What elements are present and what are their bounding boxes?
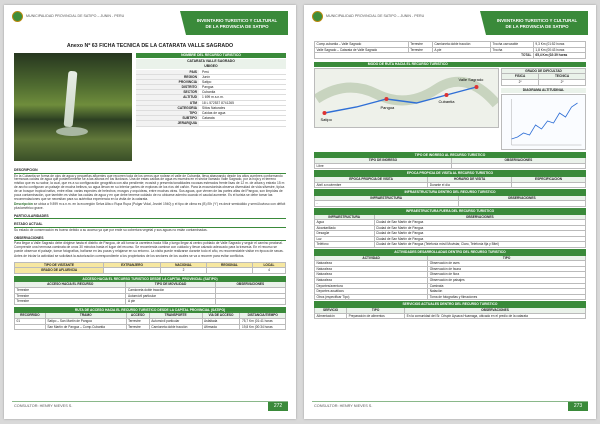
header-title-line1: INVENTARIO TURISTICO Y CULTURAL — [196, 18, 278, 23]
table-cell: 1,8 Km (00:43 horas — [533, 47, 585, 53]
column-header: RECORRIDO — [15, 313, 46, 319]
description-heading: DESCRIPCION — [14, 168, 286, 174]
infra-out-table — [314, 208, 586, 248]
activities-heading: ACTIVIDADES DESARROLLADAS DENTRO DEL RECURSO TURISTICO — [315, 250, 586, 256]
difficulty-panel — [501, 68, 586, 150]
column-header: OBSERVACIONES — [458, 195, 585, 201]
ficha-key: DISTRITO — [136, 85, 199, 89]
waterfall-photo — [14, 53, 132, 161]
difficulty-physical-value: 2º — [501, 79, 538, 85]
ficha-value: Perú — [202, 69, 209, 74]
infra-in-heading: INFRAESTRUCTURA DENTRO DEL RECURSO TURISTICO — [315, 190, 586, 196]
table-cell: Deportes acuáticos — [315, 289, 428, 295]
table-cell: Trocha carrozable — [491, 42, 534, 48]
table-row — [315, 182, 586, 188]
difficulty-technical-value: 2º — [539, 79, 586, 85]
table-cell: Satipo – San Martín de Pangoa — [45, 319, 126, 325]
difficulty-heading: GRADO DE DIFICULTAD — [501, 68, 585, 74]
column-header: DISTANCIA/TIEMPO — [240, 313, 286, 319]
status-text: Su estado de conservación es bueno debido a su acceso ya que por ende su cobertura vegetal y sus aguas no están contaminadas. — [14, 227, 208, 232]
activities-table — [314, 249, 586, 300]
ficha-value: 18 L 572537 8741265 — [202, 100, 234, 105]
particularities-heading: PARTICULARIDADES — [14, 214, 286, 220]
observations-text: Para llegar a Valle Sagrado debe dirigirse hasta el distrito de Pangoa, de allí tomar la carretera hacia Villa y luego llegar al centro poblado de Valle Sagrado y seguir el camino peatonal. Comprende una hermosa caminata de unos 30 minutos hasta el lugar del recurso. Se recomienda caminar con cuidado y llevar calzado adecuado para la travesía. En el recurso se puede observar el paisaje, tomar fotografías, bañarse en las pozas y relajarse en su entorno. La visita puede realizarse durante todo el año, es recomendable visitar en época de secas. — [14, 241, 284, 253]
table-cell: Ciudad de San Martín de Pangoa (Telefonía móvil Movistar, Claro, Telefonía fija y Bitel) — [374, 242, 586, 248]
table-cell: Naturaleza — [315, 266, 428, 272]
ficha-value: Catarata — [202, 116, 215, 121]
visitor-header-cell: EXTRANJERO — [104, 262, 161, 268]
table-cell: Teléfono — [315, 242, 375, 248]
table-cell: Agua — [315, 220, 375, 226]
table-cell: Automóvil particular — [126, 293, 215, 299]
visitor-header-cell: TIPO DE VISITANTE — [15, 262, 104, 268]
ficha-value: 1 699 m.s.n.m. — [202, 95, 224, 100]
ficha-key: SECTOR — [136, 90, 199, 94]
ficha-value: Junín — [202, 74, 211, 79]
page-number: 272 — [268, 402, 288, 411]
infra-in-table — [314, 189, 586, 207]
table-cell: Camioneta doble tracción — [126, 288, 215, 294]
marker-pangoa — [384, 97, 388, 101]
page-body — [14, 43, 286, 330]
column-header: TIPO — [347, 308, 405, 314]
season-heading: EPOCA PROPICIA DE VISITA AL RECURSO TURISTICO — [315, 171, 586, 177]
altitude-profile-line — [511, 103, 577, 139]
map-heading: MODO DE RUTA HACIA EL RECURSO TURISTICO — [367, 61, 448, 66]
ficha-value: Pangoa — [202, 85, 214, 90]
ficha-key: REGION — [136, 75, 199, 79]
route-table-heading: RUTA DE ACCESO HACIA EL RECURSO TURISTICO DESDE LA CAPITAL PROVINCIAL (SATIPO) — [15, 307, 286, 313]
map-panel — [314, 68, 499, 150]
table-cell: Observación de fauna — [428, 266, 586, 272]
table-cell: 19,8 Km (00:34 horas — [240, 324, 286, 330]
ficha-ubigeo: UBIGEO — [136, 64, 286, 69]
table-row — [315, 163, 586, 169]
ficha-value: Satipo — [202, 79, 212, 84]
table-cell: Libre — [315, 163, 452, 169]
page-body-right — [314, 41, 586, 319]
visitor-header-cell: REGIONAL — [206, 262, 252, 268]
extended-description-label: Descripción — [14, 201, 33, 206]
header-band — [486, 11, 588, 35]
table-cell: 75,7 Km (01:41 horas — [240, 319, 286, 325]
table-cell: Terrestre — [408, 42, 432, 48]
column-header: INFRAESTRUCTURA — [315, 195, 459, 201]
column-header: TRAMO — [45, 313, 126, 319]
table-cell: Abril a noviembre — [315, 182, 428, 188]
table-cell: Deportes/aventura — [315, 283, 428, 289]
ficha-key: CATEGORIA — [136, 106, 199, 110]
visitor-table — [14, 262, 286, 274]
table-cell: Terrestre — [15, 293, 126, 299]
table-cell: Observación de paisajes — [428, 278, 586, 284]
table-cell: Terrestre — [126, 324, 149, 330]
table-cell: Otros (especificar Tipo) — [315, 294, 428, 300]
total-label: TOTAL — [315, 53, 534, 59]
table-cell: Automóvil particular — [149, 319, 202, 325]
table-cell: Preparación de alimentos — [347, 313, 405, 319]
route-map — [314, 68, 499, 128]
ficha-value: Cubantia — [202, 90, 216, 95]
waterfall-stream — [64, 71, 78, 128]
table-cell: 9,3 Km (01:52 horas — [533, 42, 585, 48]
table-cell: Terrestre — [15, 288, 126, 294]
column-header: TIPO DE MOVILIDAD — [126, 282, 215, 288]
ficha-table — [136, 53, 286, 127]
column-header: ACCESO — [126, 313, 149, 319]
visitor-value-cell: 4 — [252, 268, 285, 274]
page-header-right — [312, 11, 588, 35]
table-cell: En la comunidad del Sr. Crispín Ayuaca Huamaga, ubicado en el predio de la catarata — [405, 313, 586, 319]
ficha-value: Caídas de agua — [202, 111, 226, 115]
table-row — [315, 242, 586, 248]
table-cell: San Martín de Pangoa – Comp.Cubantia — [45, 324, 126, 330]
table-cell: Luz — [315, 236, 375, 242]
extended-description-text: se ubica a 9 899 m.s.n.m. en la ecoregión Selva Alta o Rupa Rupa (Pulgar Vidal, Jezdel 1940) y el tipo de clima es (B) B'h (Y') es decir semicálido y semi-lluvioso con déficit pluviométrico grave. — [14, 201, 286, 210]
visitor-value-cell — [206, 268, 252, 274]
map-label-satipo: Satipo — [320, 116, 332, 122]
column-header: ESPECIFICACION — [512, 176, 586, 182]
table-cell: Observación de aves — [428, 261, 586, 267]
table-cell: Afirmada — [202, 324, 240, 330]
column-header: OBSERVACIONES — [451, 158, 585, 164]
column-header: ACCESO HACIA EL RECURSO — [15, 282, 126, 288]
table-cell: Comp.cubantia – Valle Sagrado — [315, 42, 409, 48]
table-cell: - — [315, 201, 459, 207]
column-header: TRANSPORTE — [149, 313, 202, 319]
page-title: Anexo Nº 63 FICHA TECNICA DE LA CATARATA VALLE SAGRADO — [66, 43, 234, 49]
column-header: OBSERVACIONES — [374, 214, 586, 220]
page-footer — [12, 401, 288, 410]
table-cell: Ciudad de San Martín de Pangoa — [374, 236, 586, 242]
table-row — [15, 299, 286, 305]
table-cell: 01 — [15, 319, 46, 325]
ficha-row — [136, 121, 286, 126]
column-header: INFRAESTRUCTURA — [315, 214, 375, 220]
services-heading: SERVICIOS ACTUALES DENTRO DEL RECURSO TURISTICO — [315, 302, 586, 308]
table-cell — [215, 299, 285, 305]
consultant-credit: CONSULTOR: HENRY NIEVES S. — [14, 404, 73, 408]
column-header: OBSERVACIONES — [405, 308, 586, 314]
table-cell: Alimentación — [315, 313, 347, 319]
page-footer-right — [312, 401, 588, 410]
ficha-key: ALTITUD — [136, 95, 199, 99]
column-header: ACTIVIDAD — [315, 255, 428, 261]
column-header: VIA DE ACCESO — [202, 313, 240, 319]
table-cell: Alcantarillado — [315, 225, 375, 231]
table-cell: Camioneta doble tracción — [149, 324, 202, 330]
route-continued-table — [314, 41, 586, 59]
difficulty-col-technical: TECNICA — [539, 74, 586, 80]
municipality-name: MUNICIPALIDAD PROVINCIAL DE SATIPO – JUNIN - PERU — [326, 14, 425, 18]
marker-cubantia — [444, 93, 448, 97]
ficha-key: UTM — [136, 101, 199, 105]
visitor-value-cell: 2 — [161, 268, 207, 274]
page-header — [12, 11, 288, 35]
season-table — [314, 170, 586, 188]
table-cell: A pie — [126, 299, 215, 305]
table-cell: Naturaleza — [315, 278, 428, 284]
ficha-key: PAIS — [136, 70, 199, 74]
table-row — [315, 201, 586, 207]
table-cell: Durante el día — [428, 182, 512, 188]
table-cell: Naturaleza — [315, 261, 428, 267]
observations-heading: OBSERVACIONES — [14, 236, 286, 242]
visitor-values-row — [15, 268, 286, 274]
table-cell: Terrestre — [15, 299, 126, 305]
table-cell: Ciudad de San Martín de Pangoa — [374, 220, 586, 226]
table-cell: Terrestre — [126, 319, 149, 325]
table-cell — [458, 201, 585, 207]
description-text: En la Cubantia se forma de ojos de agua y pequeñas afluentes que recorren toda de los cerros que rodean el valle de Cubantia, lleva abasnando desde los altos cumbres conformando hermosas caídas de agua que posteriormente se a las alturas en los lluviosos. Una de estas caídas de agua es muestra en el sector llamado Valle Sagrado, por la hoja y el terreno mistico que es su sabor, la cual, que es a su configuración geográfica con alta pendiente; ecosisit y presenta tonalidades rocosas esterados frente lisas de 12 m. de altura y estrato 15 m de ancho configuran un paisaje de mucha belleza, su agua llevan en su interior partes de exploras de los ríos del cañón. Para la excursionista observa diversidad de vida silvestre, típica de un bosque tropical nativo, entre ellas: varias especies de helechos; musgos y orquídeas, entre muchas otras. Sus aguas, que vienen de las partes altas del Pangoa, son límpidas de poca contaminación, que también es visitar las caídas de agua y en que debe tenerse cuidado de no ubicarse adentro cuando el caudal aumente. Es el turista se debe tomar las recomendaciones que se necesitan para su auténtica experiencia en la visita de la catarata. — [14, 173, 285, 201]
waterfall-pool — [56, 127, 88, 136]
ficha-key: JERARQUIA — [136, 121, 199, 125]
access-table-heading: ACCESO HACIA EL RECURSO TURISTICO DESDE LA CAPITAL PROVINCIAL (SATIPO) — [15, 276, 286, 282]
status-heading: ESTADO ACTUAL — [14, 222, 286, 228]
ficha-key: TIPO — [136, 111, 199, 115]
map-label-cubantia: Cubantia — [438, 98, 455, 104]
table-cell: Ciudad de San Martín de Pangoa — [374, 231, 586, 237]
table-row — [315, 294, 586, 300]
difficulty-table — [501, 68, 586, 86]
observations-text-2: Antes de iniciar la actividad se solicitará la autorización correspondiente a los propietarios de los sectores de los cuales se va a recorrer para evitar conflictos. — [14, 253, 245, 258]
table-cell: Ciudad de San Martín de Pangoa — [374, 225, 586, 231]
header-title-line1: INVENTARIO TURISTICO Y CULTURAL — [496, 18, 578, 23]
ficha-value — [199, 121, 286, 125]
table-cell: A pie — [432, 47, 490, 53]
table-cell: Terrestre — [408, 47, 432, 53]
ficha-header: NOMBRE DEL RECURSO TURISTICO — [136, 53, 286, 58]
marker-satipo — [322, 111, 326, 115]
marker-valle-sagrado — [474, 85, 478, 89]
map-label-valle-sagrado: Valle Sagrado — [458, 76, 484, 82]
municipality-logo — [12, 11, 23, 22]
column-header: SERVICIO — [315, 308, 347, 314]
altitude-diagram-heading: DIAGRAMA ALTITUDINAL — [501, 88, 586, 93]
table-cell: Asfaltada — [202, 319, 240, 325]
header-band — [186, 11, 288, 35]
map-and-difficulty — [314, 68, 586, 150]
infra-out-heading: INFRAESTRUCTURA FUERA DEL RECURSO TURISTICO — [315, 208, 586, 214]
entry-table — [314, 152, 586, 170]
table-cell: Valle Sagrado – Catarata de Valle Sagrado — [315, 47, 409, 53]
column-header: TIPO DE INGRESO — [315, 158, 452, 164]
page-number: 273 — [568, 402, 588, 411]
column-header: HORARIO DE VISITA — [428, 176, 512, 182]
route-table — [14, 307, 286, 330]
table-row — [315, 42, 586, 48]
table-cell: Naturaleza — [315, 272, 428, 278]
table-cell: Camioneta doble tracción — [432, 42, 490, 48]
table-cell — [451, 163, 585, 169]
column-header: EPOCA PROPICIA DE VISITA — [315, 176, 428, 182]
extended-description — [14, 203, 286, 211]
page-left — [4, 5, 296, 419]
header-title-line2: DE LA PROVINCIA DE SATIPO — [505, 23, 569, 29]
table-cell: Natación — [428, 289, 586, 295]
table-cell: Trocha — [491, 47, 534, 53]
map-label-pangoa: Pangoa — [380, 104, 395, 110]
visitor-header-cell: LOCAL — [252, 262, 285, 268]
total-value: 65,4 Km (02:39 horas — [533, 53, 585, 59]
column-header: TIPO — [428, 255, 586, 261]
table-cell — [512, 182, 586, 188]
ficha-resource-name: CATARATA VALLE SAGRADO — [136, 59, 286, 64]
table-cell — [15, 324, 46, 330]
consultant-credit: CONSULTOR: HENRY NIEVES S. — [314, 404, 373, 408]
top-section — [14, 53, 286, 165]
services-table — [314, 301, 586, 319]
column-header: OBSERVACIONES — [215, 282, 285, 288]
entry-heading: TIPO DE INGRESO AL RECURSO TURISTICO — [315, 152, 586, 158]
route-map-svg — [315, 69, 498, 128]
table-cell: Toma de fotografías y filmaciones — [428, 294, 586, 300]
table-cell: Observación de flora — [428, 272, 586, 278]
visitor-header-cell: NACIONAL — [161, 262, 207, 268]
municipality-name: MUNICIPALIDAD PROVINCIAL DE SATIPO – JUNIN - PERU — [26, 14, 125, 18]
municipality-logo — [312, 11, 323, 22]
difficulty-col-physical: FISICA — [501, 74, 538, 80]
table-row — [315, 313, 586, 319]
ficha-key: PROVINCIA — [136, 80, 199, 84]
table-cell: Caminata — [428, 283, 586, 289]
table-row — [15, 324, 286, 330]
altitude-diagram — [501, 94, 586, 150]
ficha-rows — [136, 70, 286, 127]
altitude-diagram-svg — [502, 95, 585, 151]
visitor-value-cell: GRADO DE AFLUENCIA — [15, 268, 104, 274]
table-cell: Desagüe — [315, 231, 375, 237]
ficha-value: Sitios Naturales — [202, 105, 226, 110]
header-title-line2: DE LA PROVINCIA DE SATIPO — [205, 23, 269, 29]
access-table — [14, 276, 286, 305]
map-section-bar — [314, 62, 586, 67]
ficha-key: SUBTIPO — [136, 116, 199, 120]
visitor-value-cell — [104, 268, 161, 274]
page-right — [304, 5, 596, 419]
